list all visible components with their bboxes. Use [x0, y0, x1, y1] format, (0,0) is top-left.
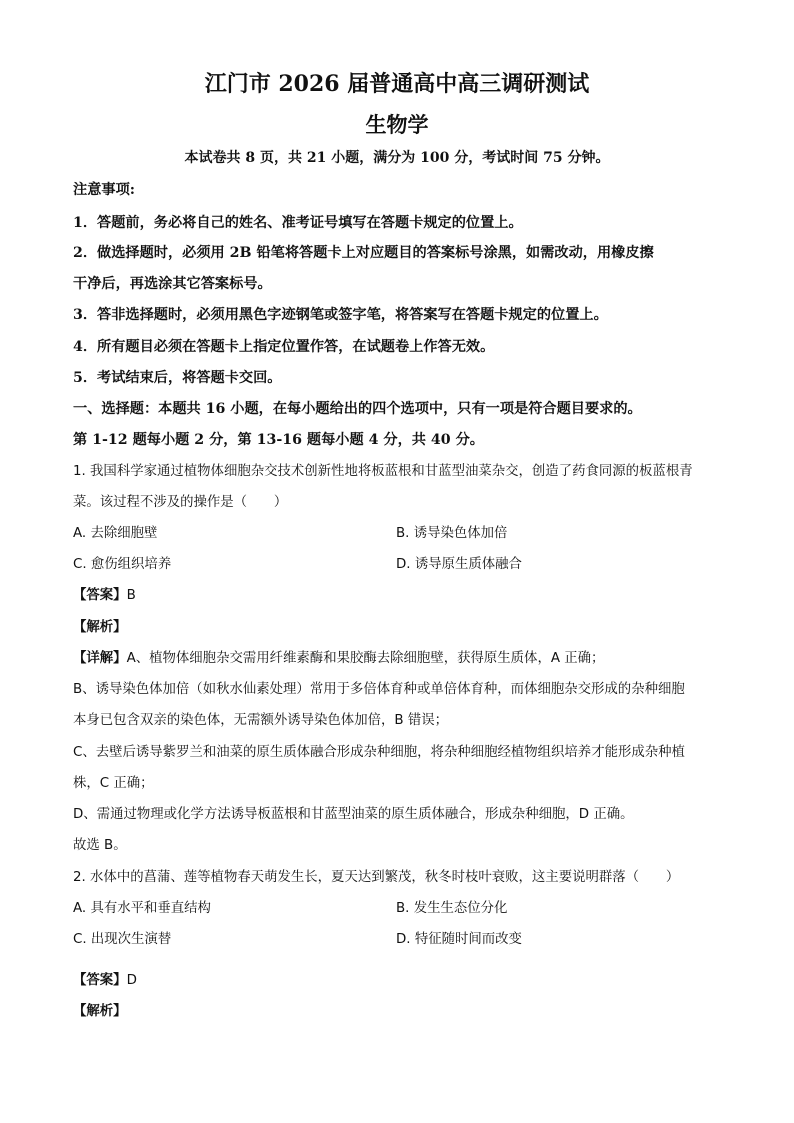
q1-detail-line6: D、需通过物理或化学方法诱导板蓝根和甘蓝型油菜的原生质体融合，形成杂种细胞，D 正确。	[73, 807, 634, 822]
notice-item-5: 5．考试结束后，将答题卡交回。	[73, 370, 282, 386]
q1-detail-line1	[73, 652, 604, 665]
q1-stem-line2: 菜。该过程不涉及的操作是（ ）	[73, 495, 288, 510]
q1-option-a: A. 去除细胞壁	[73, 526, 158, 541]
q2-answer-value: D	[126, 973, 137, 988]
q2-option-c: C. 出现次生演替	[73, 932, 172, 947]
q1-detail-line3: 本身已包含双亲的染色体，无需额外诱导染色体加倍，B 错误；	[73, 713, 448, 728]
exam-title: 江门市 2026 届普通高中高三调研测试	[204, 71, 590, 97]
q1-detail-line2: B、诱导染色体加倍（如秋水仙素处理）常用于多倍体育种或单倍体育种，而体细胞杂交形成的杂种细胞	[73, 682, 685, 697]
notice-item-3: 3．答非选择题时，必须用黑色字迹钢笔或签字笔，将答案写在答题卡规定的位置上。	[73, 307, 608, 323]
q2-answer	[73, 974, 137, 987]
q1-detail-line4: C、去壁后诱导紫罗兰和油菜的原生质体融合形成杂种细胞，将杂种细胞经植物组织培养才能形成杂种植	[73, 745, 685, 760]
q2-option-a: A. 具有水平和垂直结构	[73, 901, 211, 916]
q2-stem-line1: 2. 水体中的菖蒲、莲等植物春天萌发生长，夏天达到繁茂，秋冬时枝叶衰败，这主要说明群落（ ）	[73, 870, 680, 885]
q2-option-b: B. 发生生态位分化	[396, 901, 508, 916]
notice-item-1: 1．答题前，务必将自己的姓名、准考证号填写在答题卡规定的位置上。	[73, 215, 523, 231]
notice-item-4: 4．所有题目必须在答题卡上指定位置作答，在试题卷上作答无效。	[73, 339, 495, 355]
exam-meta: 本试卷共 8 页，共 21 小题，满分为 100 分，考试时间 75 分钟。	[184, 150, 610, 166]
section-heading: 一、选择题：本题共 16 小题，在每小题给出的四个选项中，只有一项是符合题目要求的。	[73, 401, 642, 417]
section-scoring: 第 1-12 题每小题 2 分，第 13-16 题每小题 4 分，共 40 分。	[73, 432, 484, 448]
q1-detail-tag: 【详解】	[73, 650, 127, 666]
q2-analysis-tag: 【解析】	[73, 1003, 127, 1019]
q1-answer-tag: 【答案】	[73, 587, 127, 603]
q1-option-b: B. 诱导染色体加倍	[396, 526, 508, 541]
notice-heading: 注意事项:	[73, 182, 135, 198]
q2-option-d: D. 特征随时间而改变	[396, 932, 522, 947]
q1-analysis-tag: 【解析】	[73, 619, 127, 635]
q1-answer	[73, 589, 136, 602]
q1-stem-line1: 1. 我国科学家通过植物体细胞杂交技术创新性地将板蓝根和甘蓝型油菜杂交，创造了药食同源的板蓝根青	[73, 464, 693, 479]
q1-option-d: D. 诱导原生质体融合	[396, 557, 522, 572]
q1-detail-line5: 株，C 正确；	[73, 776, 154, 791]
q2-answer-tag: 【答案】	[73, 972, 127, 988]
subject-title: 生物学	[365, 112, 429, 137]
q1-answer-value: B	[126, 588, 136, 603]
notice-item-2: 2．做选择题时，必须用 2B 铅笔将答题卡上对应题目的答案标号涂黑，如需改动，用橡皮擦	[73, 245, 654, 261]
q1-conclusion: 故选 B。	[73, 838, 127, 853]
q1-option-c: C. 愈伤组织培养	[73, 557, 172, 572]
notice-item-2-cont: 干净后，再选涂其它答案标号。	[73, 276, 272, 292]
q1-detail-text1: A、植物体细胞杂交需用纤维素酶和果胶酶去除细胞壁，获得原生质体，A 正确；	[126, 651, 605, 666]
